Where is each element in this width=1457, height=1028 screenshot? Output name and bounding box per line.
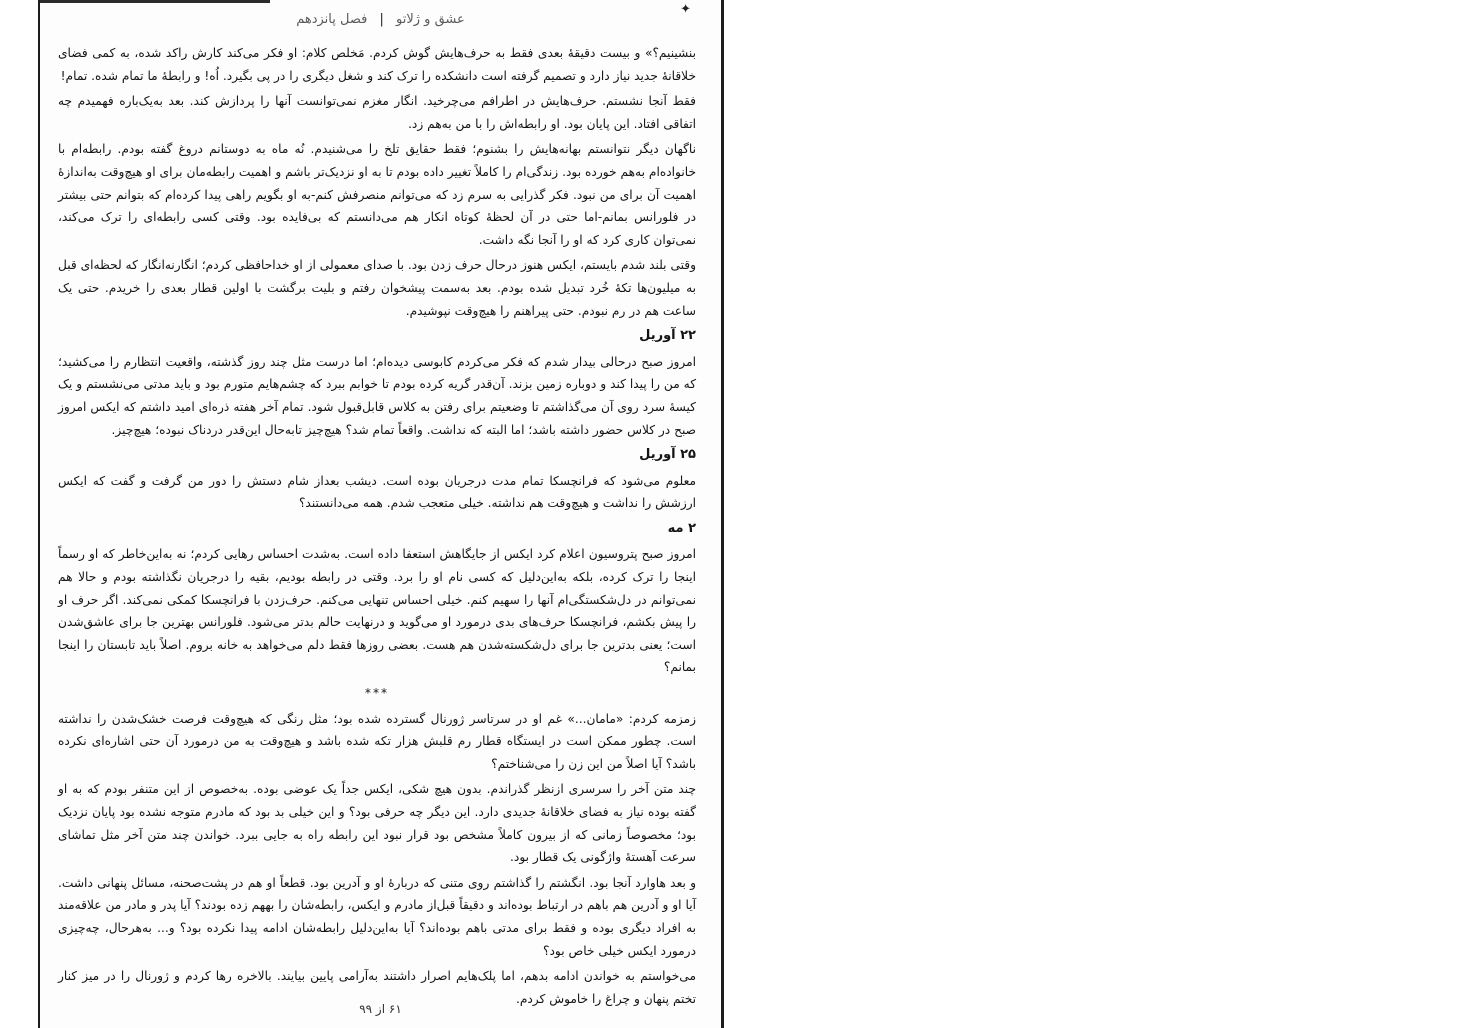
paragraph: چند متن آخر را سرسری ازنظر گذراندم. بدون هیچ شکی، ایکس جداً یک عوضی بوده. به‌خصوص از این متنفر بودم که به او گفته بوده نیاز به فضای خلاقانهٔ جدیدی دارد. این دیگر چه حرفی بود؟ و این خیلی بد بود که مادرم متوجه نشده بود پایان نزدیک بود؛ مخصوصاً زمانی که از بیرون کاملاً مشخص بود قرار نبود این رابطه راه به جایی ببرد. خواندن چند متن آخر مثل تماشای سرعت آهستهٔ واژگونی یک قطار بود. bbox=[58, 782, 696, 865]
journal-date-heading: ۲۵ آوریل bbox=[639, 447, 696, 463]
page-scan-edge bbox=[40, 0, 270, 3]
page-number: ۶۱ از ۹۹ bbox=[359, 1002, 402, 1016]
paragraph: ناگهان دیگر نتوانستم بهانه‌هایش را بشنوم؛ فقط حقایق تلخ را می‌شنیدم. نُه ماه به دوستانم دروغ گفته بودم. رابطه‌ام با خانواده‌ام به‌هم خورده بود. زندگی‌ام را کاملاً تغییر داده بودم تا به او نزدیک‌تر باشم و اهمیت رابطه‌مان برای او هیچ‌وقت به‌اندازهٔ اهمیت آن برای من نبود. فکر گذرایی به سرم زد که می‌توانم منصرفش کنم-به او بگویم راهی پیدا کرده‌ام که بتوانم حتی بیشتر در فلورانس بمانم-اما حتی در آن لحظهٔ کوتاه انکار هم می‌دانستم که بی‌فایده بود. وقتی کسی رابطه‌ای را ترک می‌کند، نمی‌توان کاری کرد که او را آنجا نگه داشت. bbox=[58, 142, 696, 247]
paragraph: فقط آنجا نشستم. حرف‌هایش در اطرافم می‌چرخید. انگار مغزم نمی‌توانست آنها را پردازش کند. بعد به‌یک‌باره فهمیدم چه اتفاقی افتاد. این پایان بود. او رابطه‌اش را با من به‌هم زد. bbox=[58, 94, 696, 131]
paragraph: زمزمه کردم: «مامان...» غم او در سرتاسر ژورنال گسترده شده بود؛ مثل رنگی که هیچ‌وقت فرصت خشک‌شدن را نداشته است. چطور ممکن است در ایستگاه قطار رم قلبش هزار تکه شده باشد و هیچ‌وقت به من درمورد آن حتی اشاره‌ای نکرده باشد؟ آیا اصلاً من این زن را می‌شناختم؟ bbox=[58, 711, 696, 771]
journal-date-heading: ۲ مه bbox=[667, 520, 696, 536]
paragraph: وقتی بلند شدم بایستم، ایکس هنوز درحال حرف زدن بود. با صدای معمولی از او خداحافظی کردم؛ انگارنه‌انگار که لحظه‌ای قبل به میلیون‌ها تکهٔ خُرد تبدیل شده بودم. بعد به‌سمت پیشخوان رفتم و بلیت برگشت با اولین قطار بعدی را خریدم. حتی یک ساعت هم در رم نبودم. حتی پیراهنم را هیچ‌وقت نپوشیدم. bbox=[58, 258, 696, 318]
book-title: عشق و ژلاتو bbox=[396, 12, 465, 27]
journal-date-heading: ۲۲ آوریل bbox=[639, 328, 696, 344]
chapter-title: فصل پانزدهم bbox=[296, 12, 368, 27]
section-divider: *** bbox=[364, 686, 390, 701]
paragraph: امروز صبح پتروسیون اعلام کرد ایکس از جایگاهش استعفا داده است. به‌شدت احساس رهایی کردم؛ نه به‌این‌خاطر که او رسماً اینجا را ترک کرده، بلکه به‌این‌دلیل که کسی نام او را برد. وقتی در رابطه بودیم، بقیه را درجریان نگذاشته بودم و حالا هم نمی‌توانم در دل‌شکستگی‌ام آنها را سهیم کنم. خیلی احساس تنهایی می‌کنم. حرف‌زدن با فرانچسکا کمکی نمی‌کند. اگر حرف او را پیش بکشم، فرانچسکا حرف‌های بدی درمورد او می‌گوید و درنهایت حالم بدتر می‌شود. فلورانس بهترین جا برای عاشق‌شدن است؛ یعنی بدترین جا برای دل‌شکسته‌شدن هم هست. بعضی روزها فقط دلم می‌خواهد به خانه بروم. اصلاً باید تابستان را اینجا بمانم؟ bbox=[58, 547, 696, 675]
paragraph: امروز صبح درحالی بیدار شدم که فکر می‌کردم کابوسی دیده‌ام؛ اما درست مثل چند روز گذشته، واقعیت انتظارم را می‌کشید؛ که من را پیدا کند و دوباره زمین بزند. آن‌قدر گریه کرده بودم تا خوابم ببرد که چشم‌هایم متورم بود و باید مدتی می‌نشستم و یک کیسهٔ سرد روی آن می‌گذاشتم تا وضعیتم برای رفتن به کلاس قابل‌قبول شود. تمام آخر هفته ذره‌ای امید داشتم که ایکس امروز صبح در کلاس حضور داشته باشد؛ اما البته که نداشت. واقعاً تمام شد؟ هیچ‌چیز تابه‌حال این‌قدر دردناک نبوده؛ هیچ‌چیز. bbox=[58, 354, 696, 437]
header-separator: | bbox=[379, 12, 384, 27]
paragraph: معلوم می‌شود که فرانچسکا تمام مدت درجریان بوده است. دیشب بعداز شام دستش را دور من گرفت و گفت که ایکس ارزشش را نداشت و هیچ‌وقت هم نداشته. خیلی متعجب شدم. همه می‌دانستند؟ bbox=[58, 473, 696, 511]
paragraph: و بعد هاوارد آنجا بود. انگشتم را گذاشتم روی متنی که دربارهٔ او و آدرین بود. قطعاً او هم در پشت‌صحنه، مسائل پنهانی داشت. آیا او و آدرین هم باهم در ارتباط بوده‌اند و دقیقاً قبل‌از مادرم و ایکس، رابطه‌شان را بههم زده بودند؟ آیا پدر و مادر من علاقه‌مند به افراد دیگری بوده و فقط برای مدتی باهم بوده‌اند؟ آیا به‌این‌دلیل رابطه‌شان ادامه پیدا نکرده بود؟ و... به‌هرحال، چه‌چیزی درمورد ایکس خیلی خاص بود؟ bbox=[58, 875, 696, 958]
scan-mark-icon: ✦ bbox=[680, 2, 691, 17]
page-body bbox=[58, 42, 696, 1013]
paragraph: بنشینیم؟» و بیست دقیقهٔ بعدی فقط به حرف‌هایش گوش کردم. مَخلص کلام: او فکر می‌کند کارش راکد شده، به کمی فضای خلاقانهٔ جدید نیاز دارد و تصمیم گرفته است دانشکده را ترک کند و شغل دیگری را در پی بگیرد. اُه! و رابطهٔ ما تمام شده. تمام! bbox=[58, 46, 696, 83]
document-page bbox=[38, 0, 724, 1028]
blank-page bbox=[727, 0, 1457, 1028]
paragraph: می‌خواستم به خواندن ادامه بدهم، اما پلک‌هایم اصرار داشتند به‌آرامی پایین بیایند. بالاخره رها کردم و ژورنال را در میز کنار تختم پنهان و چراغ را خاموش کردم. bbox=[58, 969, 696, 1006]
running-header bbox=[40, 12, 721, 27]
